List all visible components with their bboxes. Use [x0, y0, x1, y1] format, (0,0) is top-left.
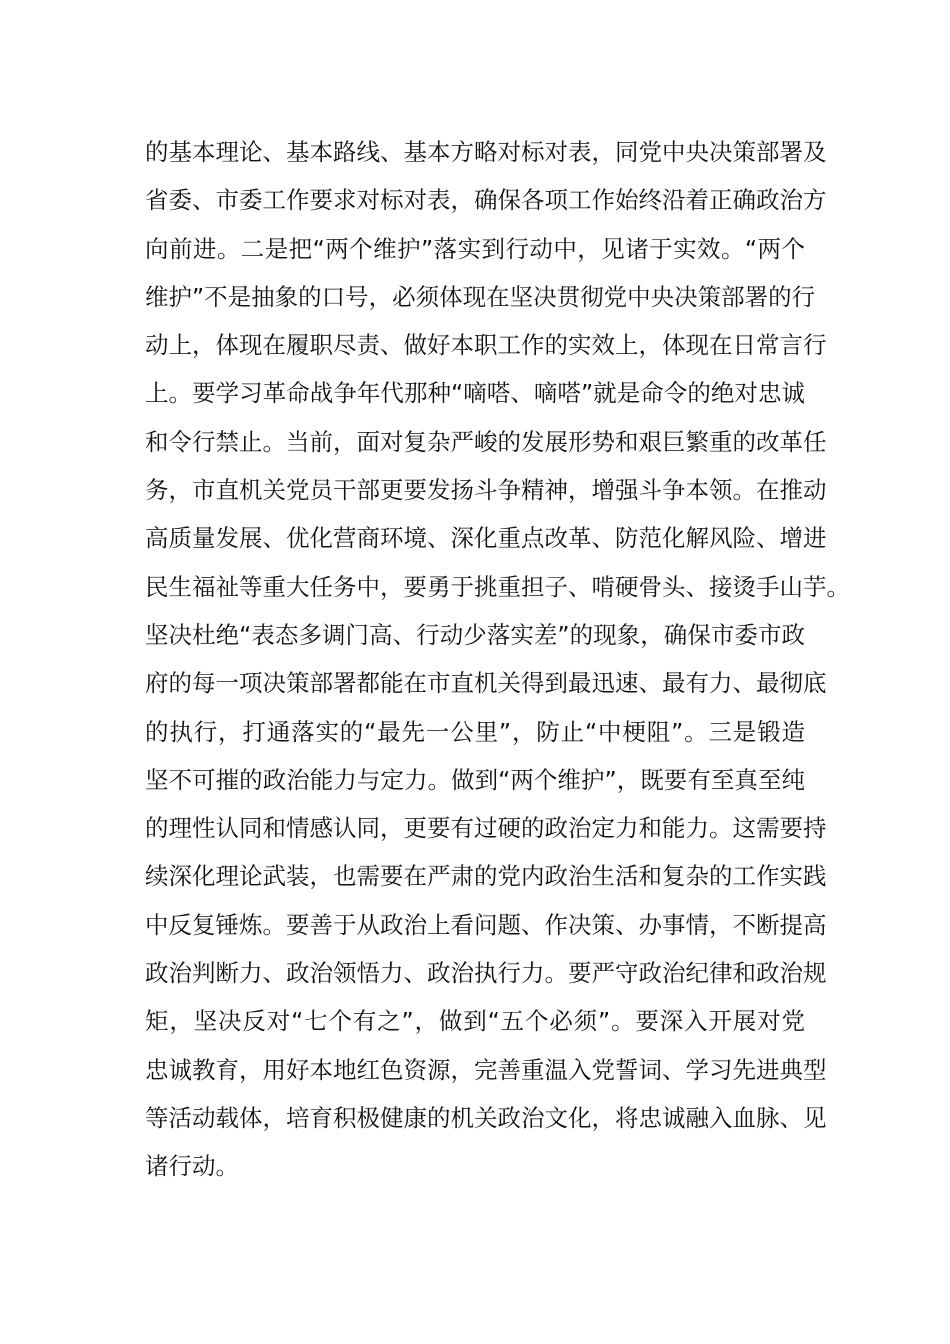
text-line: 的执行，打通落实的“最先一公里”，防止“中梗阻”。三是锻造 [145, 717, 805, 746]
text-line: 务，市直机关党员干部更要发扬斗争精神，增强斗争本领。在推动 [145, 476, 827, 505]
document-body [145, 134, 850, 1197]
text-line: 向前进。二是把“两个维护”落实到行动中，见诸于实效。“两个 [145, 234, 805, 263]
text-line: 的基本理论、基本路线、基本方略对标对表，同党中央决策部署及 [145, 138, 827, 166]
text-line: 中反复锤炼。要善于从政治上看问题、作决策、办事情，不断提高 [145, 910, 827, 939]
text-line: 矩，坚决反对“七个有之”，做到“五个必须”。要深入开展对党 [145, 1007, 805, 1036]
text-line: 民生福祉等重大任务中，要勇于挑重担子、啃硬骨头、接烫手山芋。 [145, 572, 850, 601]
text-line: 坚决杜绝“表态多调门高、行动少落实差”的现象，确保市委市政 [145, 620, 805, 649]
text-line: 维护”不是抽象的口号，必须体现在坚决贯彻党中央决策部署的行 [145, 282, 816, 311]
text-line: 府的每一项决策部署都能在市直机关得到最迅速、最有力、最彻底 [145, 669, 827, 698]
text-line: 上。要学习革命战争年代那种“嘀嗒、嘀嗒”就是命令的绝对忠诚 [145, 379, 805, 408]
text-line: 和令行禁止。当前，面对复杂严峻的发展形势和艰巨繁重的改革任 [145, 427, 827, 456]
text-line: 忠诚教育，用好本地红色资源，完善重温入党誓词、学习先进典型 [145, 1055, 827, 1084]
text-line: 续深化理论武装，也需要在严肃的党内政治生活和复杂的工作实践 [145, 862, 827, 891]
text-line: 诸行动。 [145, 1152, 239, 1181]
text-line: 坚不可摧的政治能力与定力。做到“两个维护”，既要有至真至纯 [145, 765, 805, 794]
text-line: 省委、市委工作要求对标对表，确保各项工作始终沿着正确政治方 [145, 186, 827, 215]
text-line: 动上，体现在履职尽责、做好本职工作的实效上，体现在日常言行 [145, 331, 827, 360]
text-line: 高质量发展、优化营商环境、深化重点改革、防范化解风险、增进 [145, 524, 827, 553]
text-line: 等活动载体，培育积极健康的机关政治文化，将忠诚融入血脉、见 [145, 1103, 827, 1132]
text-line: 政治判断力、政治领悟力、政治执行力。要严守政治纪律和政治规 [145, 959, 827, 988]
text-line: 的理性认同和情感认同，更要有过硬的政治定力和能力。这需要持 [145, 814, 827, 843]
